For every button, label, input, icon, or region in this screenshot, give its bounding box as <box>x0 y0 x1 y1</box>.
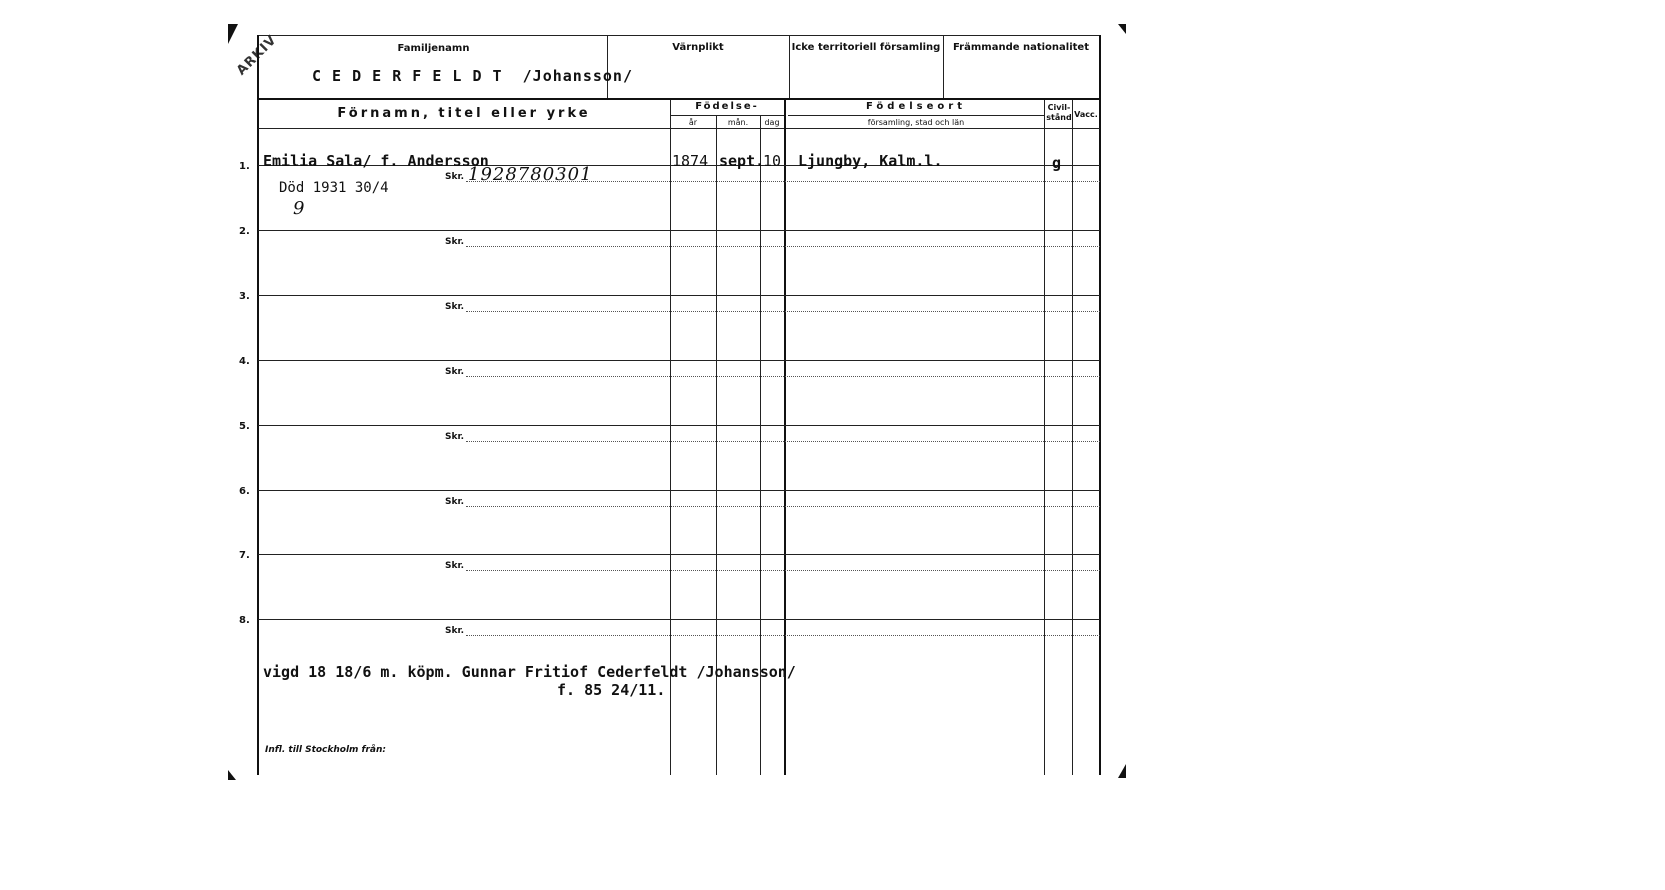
vaccination-column-label: Vacc. <box>1074 110 1098 119</box>
place-subheader-line <box>788 115 1044 116</box>
birth-subheader-line <box>670 115 784 116</box>
archive-stamp: ARKIV <box>234 32 281 79</box>
military-service-label: Värnplikt <box>672 42 724 53</box>
row-number: 6. <box>239 486 250 497</box>
family-name-label: Familjenamn <box>397 43 470 54</box>
skr-label: Skr. <box>445 626 465 636</box>
row-6-line <box>258 490 1100 491</box>
row-8-skr-line <box>466 635 1100 636</box>
skr-label: Skr. <box>445 367 465 377</box>
marriage-note-line-2: f. 85 24/11. <box>557 681 666 699</box>
header-top-border <box>258 35 1100 36</box>
card-right-border <box>1099 35 1101 775</box>
row-number: 3. <box>239 291 250 302</box>
civil-status-label-line2: stånd <box>1046 113 1072 122</box>
row-1-birth-month: sept. <box>719 152 765 170</box>
month-column-label: mån. <box>727 118 749 127</box>
row-2-skr-line <box>466 246 1100 247</box>
corner-mark-top-left <box>228 24 238 44</box>
row-1-name: Emilia Sala/ f. Andersson <box>263 152 489 170</box>
year-column-label: år <box>688 118 698 127</box>
row-7-line <box>258 554 1100 555</box>
birthplace-column-label: Födelseort <box>866 101 966 112</box>
row-7-skr-line <box>466 570 1100 571</box>
skr-label: Skr. <box>445 172 465 182</box>
moved-to-stockholm-label: Infl. till Stockholm från: <box>265 745 386 755</box>
row-8-line <box>258 619 1100 620</box>
first-name-column-label: Förnamn, titel eller yrke <box>337 106 591 121</box>
birthplace-sub-label: församling, stad och län <box>867 118 965 127</box>
row-1-civil-status: g <box>1052 154 1062 172</box>
corner-mark-top-right <box>1118 24 1126 34</box>
day-column-label: dag <box>764 118 780 127</box>
row-1-skr-number: 1928780301 <box>468 164 593 185</box>
birth-column-label: Födelse- <box>695 101 759 112</box>
marriage-note-line-1: vigd 18 18/6 m. köpm. Gunnar Fritiof Cederfeldt /Johansson/ <box>263 663 796 681</box>
skr-label: Skr. <box>445 302 465 312</box>
corner-mark-bottom-right <box>1118 764 1126 778</box>
family-name-value: C E D E R F E L D T /Johansson/ <box>312 67 633 85</box>
corner-mark-bottom-left <box>228 770 236 780</box>
column-divider-civil <box>1044 100 1045 775</box>
row-1-handwritten-mark: 9 <box>293 198 305 219</box>
row-number: 8. <box>239 615 250 626</box>
row-number: 1. <box>239 161 250 172</box>
row-number: 7. <box>239 550 250 561</box>
row-1-birth-year: 1874 <box>672 152 709 170</box>
civil-status-label-line1: Civil- <box>1047 103 1071 112</box>
row-1-death-note: Död 1931 30/4 <box>279 180 389 196</box>
row-4-line <box>258 360 1100 361</box>
parish-label: Icke territoriell församling <box>791 42 941 53</box>
row-3-line <box>258 295 1100 296</box>
foreign-nationality-label: Främmande nationalitet <box>952 42 1089 53</box>
skr-label: Skr. <box>445 561 465 571</box>
card-left-border <box>257 35 259 775</box>
row-4-skr-line <box>466 376 1100 377</box>
civil-status-column-label <box>1045 103 1073 123</box>
column-header-bottom <box>258 128 1100 129</box>
row-number: 2. <box>239 226 250 237</box>
row-1-birth-day: 10 <box>763 152 782 170</box>
skr-label: Skr. <box>445 432 465 442</box>
skr-label: Skr. <box>445 497 465 507</box>
row-3-skr-line <box>466 311 1100 312</box>
row-1-birthplace: Ljungby, Kalm.l. <box>798 152 943 170</box>
column-divider-vacc <box>1072 100 1073 775</box>
row-number: 4. <box>239 356 250 367</box>
row-5-line <box>258 425 1100 426</box>
skr-label: Skr. <box>445 237 465 247</box>
header-bottom-border <box>258 98 1100 100</box>
row-6-skr-line <box>466 506 1100 507</box>
row-5-skr-line <box>466 441 1100 442</box>
row-number: 5. <box>239 421 250 432</box>
row-2-line <box>258 230 1100 231</box>
